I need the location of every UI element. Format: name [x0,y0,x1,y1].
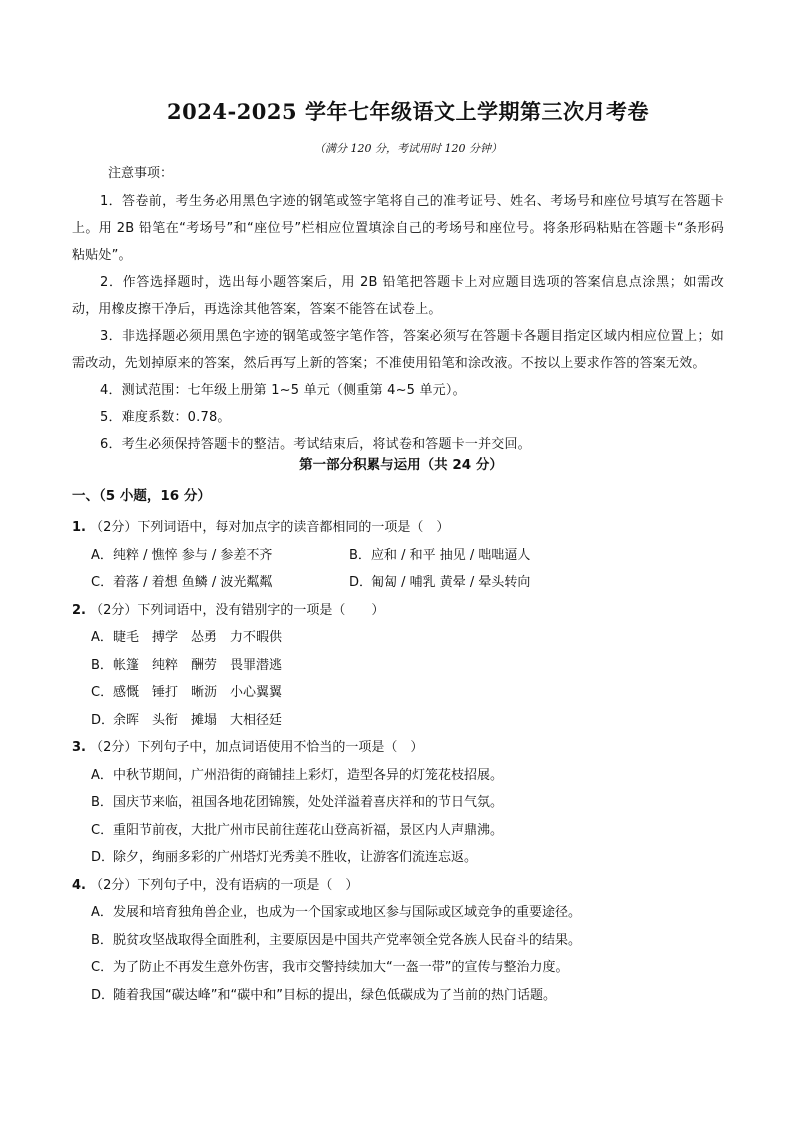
option-grid [72,542,724,597]
option-letter: A． [91,547,113,563]
option-letter: C． [91,960,114,975]
option-letter: A． [91,630,113,645]
option-a[interactable] [91,762,724,790]
page-title: 2024-2025 学年七年级语文上学期第三次月考卷 [167,99,649,124]
notice-item: 5．难度系数：0.78。 [100,410,231,425]
section-title: 第一部分积累与运用（共 24 分） [299,457,503,473]
question-stem [72,597,724,625]
question-text: （2分）下列词语中，没有错别字的一项是（ ） [90,602,385,618]
option-letter: C． [91,685,114,700]
notice-list [72,188,724,458]
option-text: 匍匐 / 哺乳 黄晕 / 晕头转向 [371,575,531,590]
option-a[interactable] [91,899,724,927]
question-list [72,514,724,1009]
option-letter: D． [91,987,115,1003]
option-text: 除夕，绚丽多彩的广州塔灯光秀美不胜收，让游客们流连忘返。 [113,850,478,865]
question-number: 2. [72,602,86,618]
question-text: （2分）下列句子中，没有语病的一项是（ ） [90,877,359,893]
option-text: 感慨 锤打 晰沥 小心翼翼 [113,685,283,700]
notice-item: 4．测试范围：七年级上册第 1~5 单元（侧重第 4~5 单元）。 [100,383,466,398]
option-list [72,762,724,872]
notice-item: 2．作答选择题时，选出每小题答案后，用 2B 铅笔把答题卡上对应题目选项的答案信息点涂黑；如需改动，用橡皮擦干净后，再选涂其他答案，答案不能答在试卷上。 [72,275,724,317]
option-letter: A． [91,767,113,783]
option-text: 余晖 头衔 摊塌 大相径廷 [113,712,283,728]
option-text: 脱贫攻坚战取得全面胜利，主要原因是中国共产党率领全党各族人民奋斗的结果。 [113,932,582,948]
option-text: 随着我国“碳达峰”和“碳中和”目标的提出，绿色低碳成为了当前的热门话题。 [113,987,556,1003]
notice-item: 6．考生必须保持答题卡的整洁。考试结束后，将试卷和答题卡一并交回。 [100,437,531,452]
option-letter: B． [349,547,371,563]
option-c[interactable] [91,954,724,982]
option-list [72,899,724,1009]
option-d[interactable] [91,707,724,735]
option-letter: A． [91,905,113,920]
option-text: 重阳节前夜，大批广州市民前往莲花山登高祈福，景区内人声鼎沸。 [113,822,504,838]
notice-heading: 注意事项： [108,166,174,181]
question-3 [72,734,724,872]
option-text: 睫毛 搏学 怂勇 力不暇供 [113,630,283,645]
option-d[interactable] [349,569,649,597]
option-b[interactable] [91,927,724,955]
option-b[interactable] [91,652,724,680]
question-stem [72,734,724,762]
option-text: 应和 / 和平 抽见 / 咄咄逼人 [371,547,531,563]
option-a[interactable] [91,542,349,570]
option-c[interactable] [91,679,724,707]
question-stem [72,514,724,542]
question-number: 4. [72,877,86,893]
option-letter: B． [91,795,113,810]
option-c[interactable] [91,569,349,597]
option-c[interactable] [91,817,724,845]
option-letter: D． [91,712,115,728]
option-text: 为了防止不再发生意外伤害，我市交警持续加大“一盔一带”的宣传与整治力度。 [113,960,569,975]
question-number: 3. [72,740,86,755]
question-stem [72,872,724,900]
option-letter: B． [91,657,113,673]
option-letter: B． [91,932,113,948]
question-4 [72,872,724,1010]
question-text: （2分）下列词语中，每对加点字的读音都相同的一项是（ ） [90,520,450,535]
option-text: 发展和培育独角兽企业，也成为一个国家或地区参与国际或区域竞争的重要途径。 [113,905,582,920]
option-text: 帐篷 纯粹 酬劳 畏罪潜逃 [113,657,283,673]
option-letter: D． [349,575,373,590]
option-b[interactable] [91,789,724,817]
question-1 [72,514,724,597]
option-text: 着落 / 着想 鱼鳞 / 波光粼粼 [113,575,273,590]
option-d[interactable] [91,844,724,872]
notice-item: 3．非选择题必须用黑色字迹的钢笔或签字笔作答，答案必须写在答题卡各题目指定区域内相应位置上；如需改动，先划掉原来的答案，然后再写上新的答案；不准使用铅笔和涂改液。不按以上要求作答的答案无效。 [72,329,724,371]
option-a[interactable] [91,624,724,652]
option-letter: C． [91,575,114,590]
option-d[interactable] [91,982,724,1010]
question-number: 1. [72,520,86,535]
question-2 [72,597,724,735]
exam-info-subtitle: （满分 120 分，考试用时 120 分钟） [314,142,502,155]
option-letter: D． [91,850,115,865]
option-text: 纯粹 / 憔悴 参与 / 参差不齐 [113,547,273,563]
option-text: 国庆节来临，祖国各地花团锦簇，处处洋溢着喜庆祥和的节日气氛。 [113,795,504,810]
question-text: （2分）下列句子中，加点词语使用不恰当的一项是（ ） [90,740,424,755]
option-b[interactable] [349,542,649,570]
notice-item: 1．答卷前，考生务必用黑色字迹的钢笔或签字笔将自己的准考证号、姓名、考场号和座位号填写在答题卡上。用 2B 铅笔在“考场号”和“座位号”栏相应位置填涂自己的考场号和座位号。将条形码粘贴在答题卡“条形码粘贴处”。 [72,194,724,263]
option-letter: C． [91,822,114,838]
option-list [72,624,724,734]
option-text: 中秋节期间，广州沿街的商铺挂上彩灯，造型各异的灯笼花枝招展。 [113,767,504,783]
part-title: 一、（5 小题，16 分） [72,488,211,504]
